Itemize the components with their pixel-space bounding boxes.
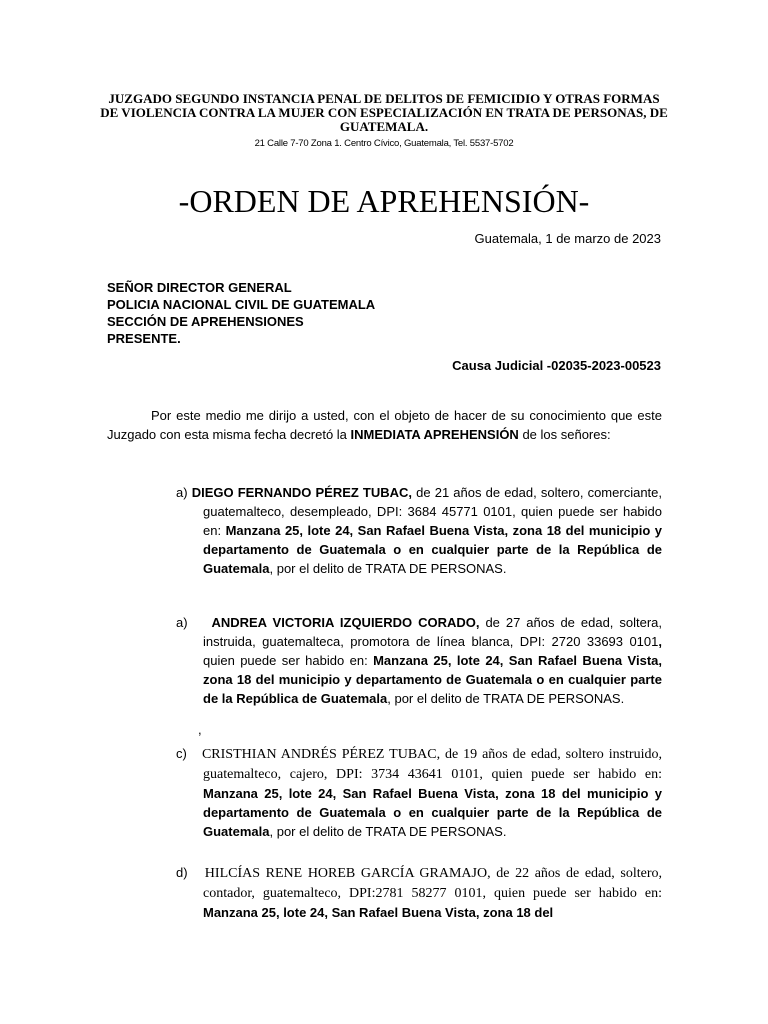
person-crime: , por el delito de TRATA DE PERSONAS. — [269, 561, 507, 576]
court-name: JUZGADO SEGUNDO INSTANCIA PENAL DE DELITOS DE FEMICIDIO Y OTRAS FORMAS DE VIOLENCIA CONTRA LA MUJER CON ESPECIALIZACIÓN EN TRATA DE PERSONAS, DE GUATEMALA. — [100, 91, 668, 134]
intro-text: Por este medio me dirijo a usted, con el objeto de hacer de su conocimiento que este Juzgado con esta misma fecha decretó la — [107, 408, 662, 442]
person-details-comma: , — [658, 634, 662, 649]
person-details: quien puede ser habido en: — [203, 653, 374, 668]
addressee-line: SEÑOR DIRECTOR GENERAL — [107, 280, 292, 295]
document-title: -ORDEN DE APREHENSIÓN- — [178, 183, 590, 219]
person-details: de 27 años de edad, soltera, instruida, guatemalteca, promotora de línea blanca, DPI: 2720 33693 0101 — [203, 615, 663, 649]
person-crime: , por el delito de TRATA DE PERSONAS. — [387, 691, 625, 706]
addressee-line: SECCIÓN DE APREHENSIONES — [107, 314, 304, 329]
intro-text-end: de los señores: — [518, 427, 611, 442]
item-marker: a) — [176, 615, 188, 630]
court-address: 21 Calle 7-70 Zona 1. Centro Cívico, Guatemala, Tel. 5537-5702 — [254, 138, 514, 149]
person-location: Manzana 25, lote 24, San Rafael Buena Vista, zona 18 del municipio y departamento de Guatemala o en cualquier parte de la República de Guatemala — [203, 786, 662, 839]
person-name: HILCÍAS RENE HOREB GARCÍA GRAMAJO — [204, 866, 488, 881]
person-entry — [176, 613, 662, 708]
document-date: Guatemala, 1 de marzo de 2023 — [474, 231, 661, 246]
person-details: de 21 años de edad, soltero, comerciante, guatemalteco, desempleado, DPI: 3684 45771 0101, quien puede ser habido en: — [203, 485, 663, 538]
person-name: ANDREA VICTORIA IZQUIERDO CORADO, — [211, 615, 480, 630]
addressee-block — [107, 279, 375, 347]
stray-comma: , — [198, 722, 202, 737]
person-crime: , por el delito de TRATA DE PERSONAS. — [269, 824, 507, 839]
person-name: DIEGO FERNANDO PÉREZ TUBAC, — [191, 485, 413, 500]
person-location: Manzana 25, lote 24, San Rafael Buena Vista, zona 18 del municipio y departamento de Guatemala o en cualquier parte de la República de Guatemala — [203, 653, 662, 706]
item-marker: c) — [176, 746, 187, 761]
person-details: , de 22 años de edad, soltero, contador, guatemalteco, DPI:2781 58277 0101, quien puede ser habido en: — [203, 866, 663, 901]
person-entry — [176, 744, 662, 841]
item-marker: a) — [176, 485, 188, 500]
intro-paragraph — [107, 406, 662, 444]
case-number: Causa Judicial -02035-2023-00523 — [452, 358, 661, 373]
person-name: CRISTHIAN ANDRÉS PÉREZ TUBAC — [201, 747, 437, 762]
intro-bold-text: INMEDIATA APREHENSIÓN — [350, 427, 519, 442]
person-entry — [176, 483, 662, 578]
person-details: , de 19 años de edad, soltero instruido, guatemalteco, cajero, DPI: 3734 43641 0101, quien puede ser habido en: — [203, 747, 662, 782]
addressee-line: PRESENTE. — [107, 331, 181, 346]
person-location: Manzana 25, lote 24, San Rafael Buena Vista, zona 18 del municipio y departamento de Guatemala o en cualquier parte de la República de Guatemala — [203, 523, 663, 576]
person-entry — [176, 863, 662, 922]
addressee-line: POLICIA NACIONAL CIVIL DE GUATEMALA — [107, 297, 376, 312]
person-location: Manzana 25, lote 24, San Rafael Buena Vista, zona 18 del — [203, 905, 554, 920]
item-marker: d) — [176, 865, 188, 880]
